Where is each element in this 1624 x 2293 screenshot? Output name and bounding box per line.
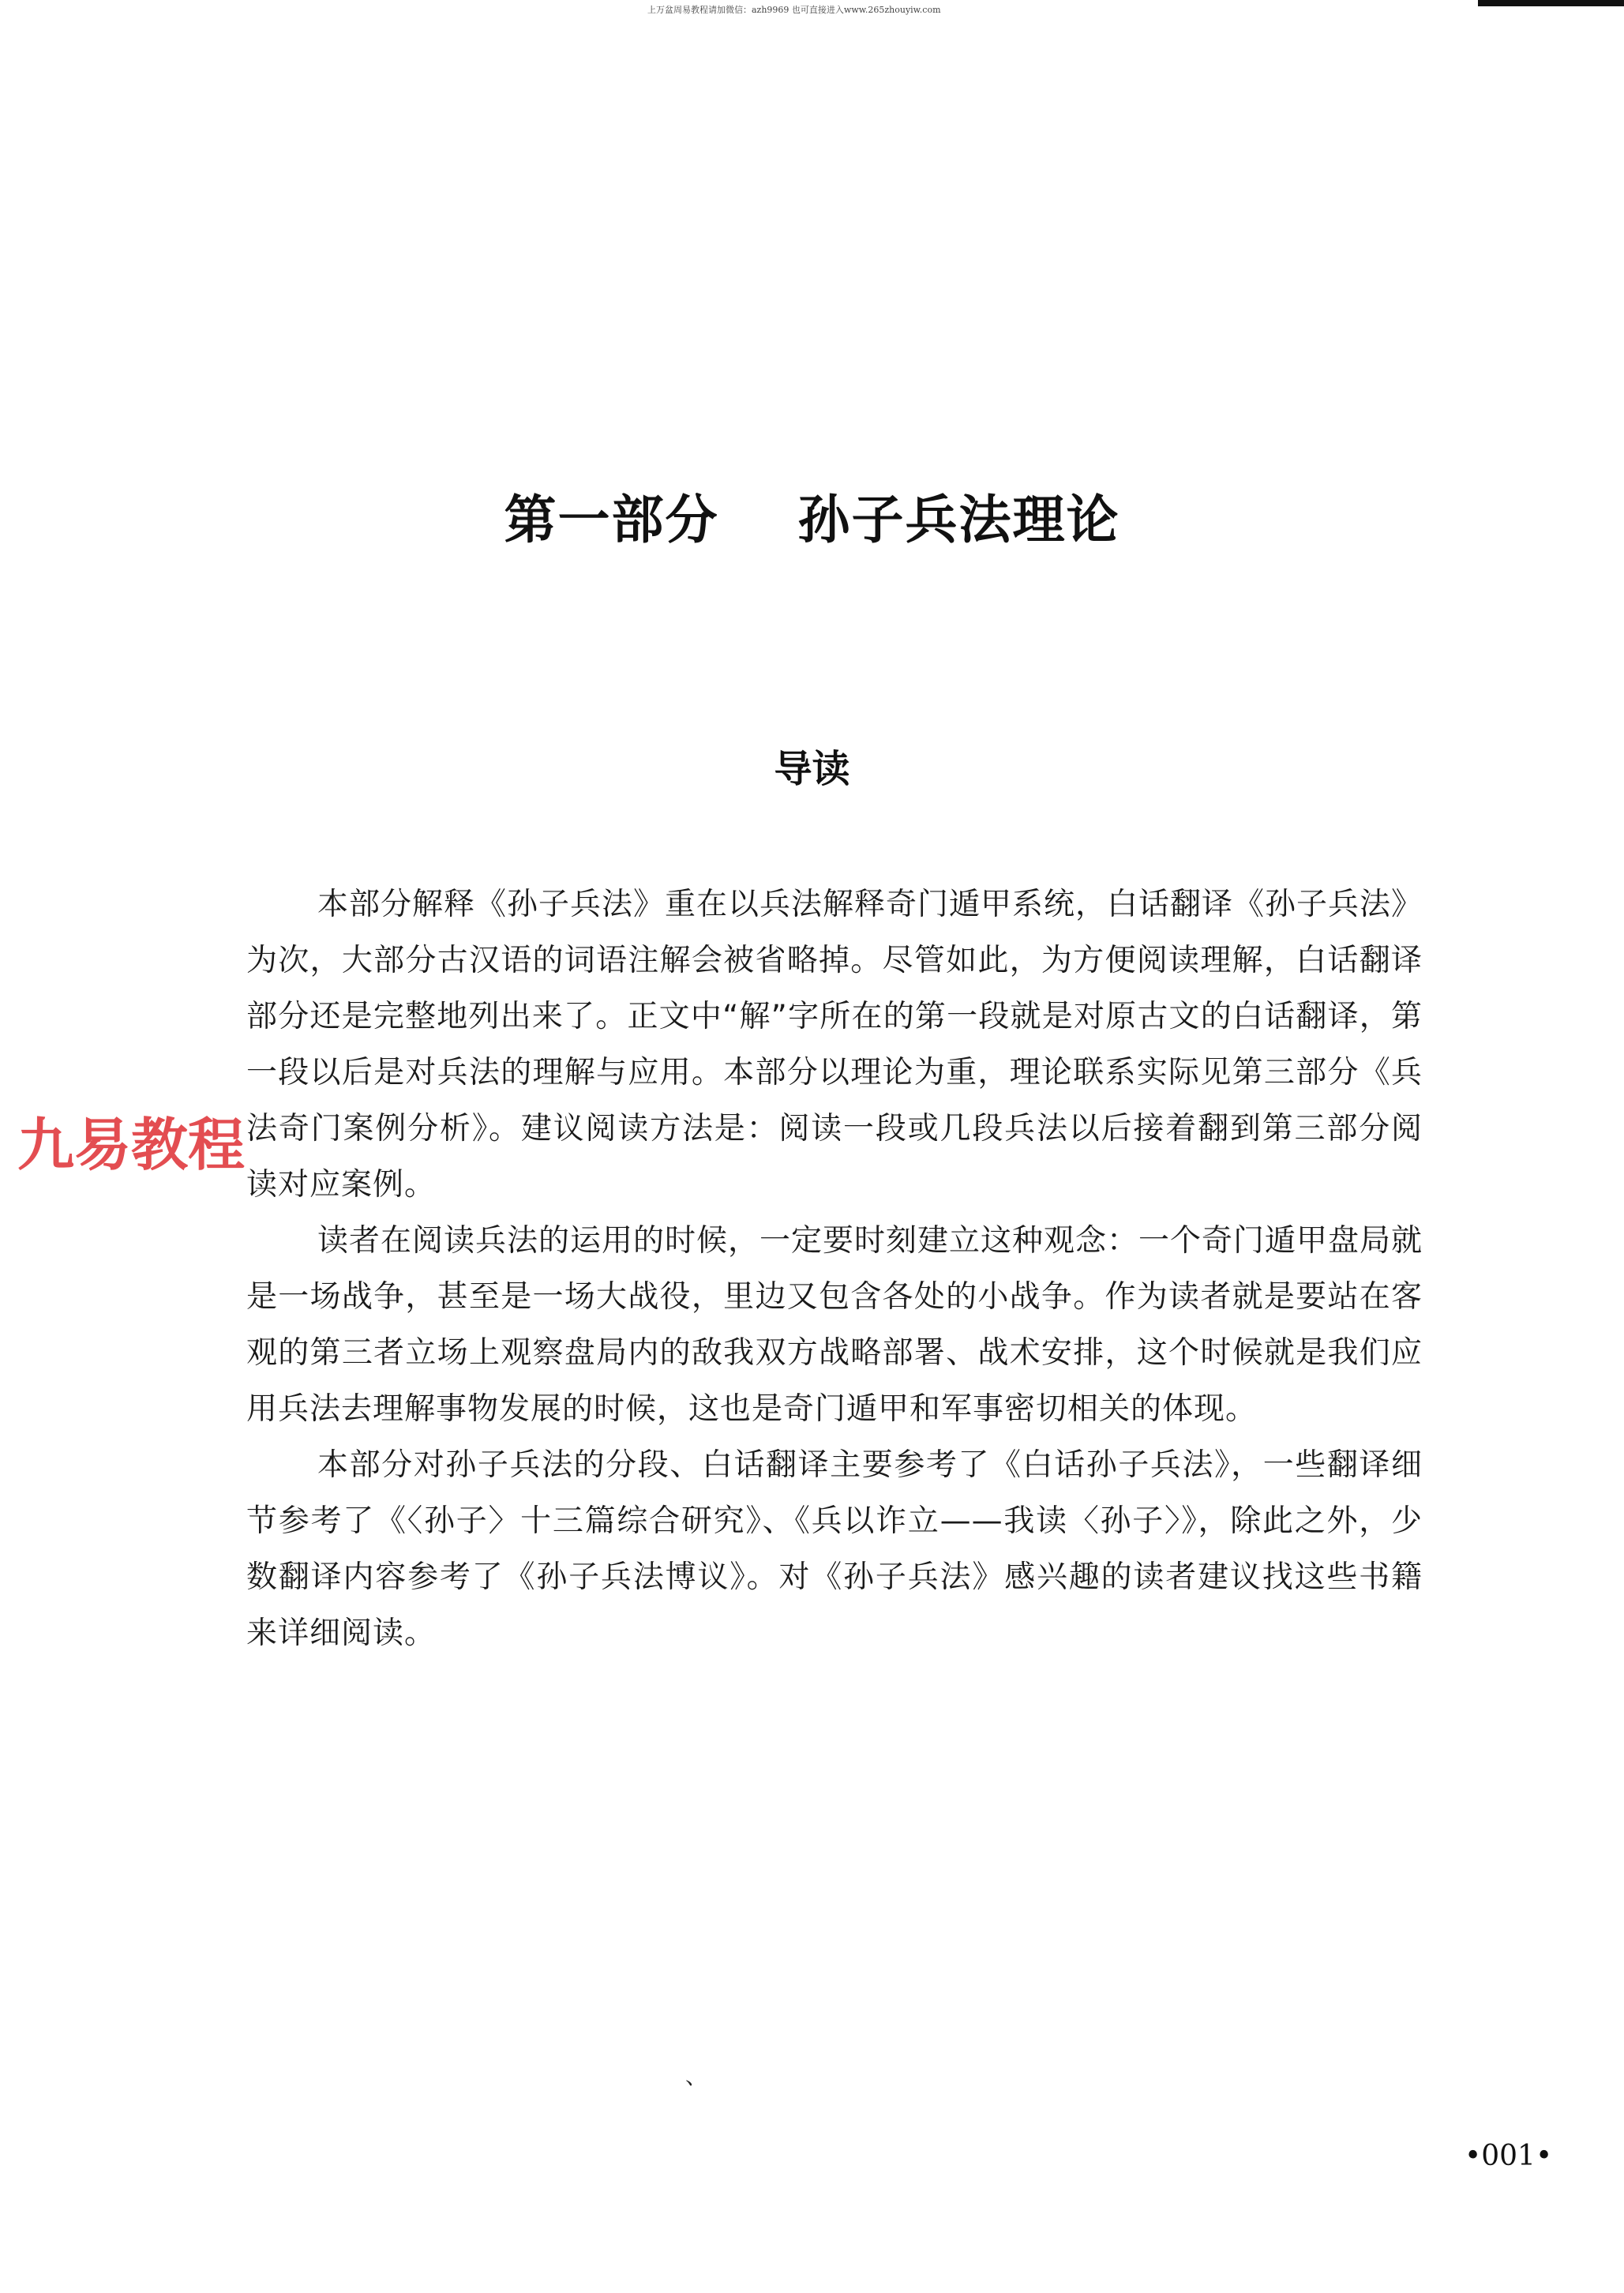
section-title: 导读	[774, 747, 850, 791]
paragraph: 本部分对孙子兵法的分段、白话翻译主要参考了《白话孙子兵法》，一些翻译细节参考了《〈孙子〉十三篇综合研究》、《兵以诈立——我读〈孙子〉》，除此之外，少数翻译内容参考了《孙子兵法博议》。对《孙子兵法》感兴趣的读者建议找这些书籍来详细阅读。	[246, 1447, 1423, 1651]
page-number: •001•	[1465, 2140, 1553, 2172]
paragraph: 读者在阅读兵法的运用的时候，一定要时刻建立这种观念：一个奇门遁甲盘局就是一场战争，甚至是一场大战役，里边又包含各处的小战争。作为读者就是要站在客观的第三者立场上观察盘局内的敌我双方战略部署、战术安排，这个时候就是我们应用兵法去理解事物发展的时候，这也是奇门遁甲和军事密切相关的体现。	[246, 1223, 1423, 1427]
corner-scan-mark	[1478, 0, 1624, 6]
paragraph: 本部分解释《孙子兵法》重在以兵法解释奇门遁甲系统，白话翻译《孙子兵法》为次，大部分古汉语的词语注解会被省略掉。尽管如此，为方便阅读理解，白话翻译部分还是完整地列出来了。正文中“解”字所在的第一段就是对原古文的白话翻译，第一段以后是对兵法的理解与应用。本部分以理论为重，理论联系实际见第三部分《兵法奇门案例分析》。建议阅读方法是：阅读一段或几段兵法以后接着翻到第三部分阅读对应案例。	[246, 887, 1423, 1203]
header-note: 上万盆周易教程请加微信：azh9969 也可直接进入www.265zhouyiw.com	[647, 5, 941, 15]
body-text	[246, 876, 1423, 1661]
part-title: 第一部分 孙子兵法理论	[504, 489, 1120, 550]
stray-mark: 、	[685, 2063, 708, 2089]
watermark: 九易教程	[17, 1112, 246, 1178]
